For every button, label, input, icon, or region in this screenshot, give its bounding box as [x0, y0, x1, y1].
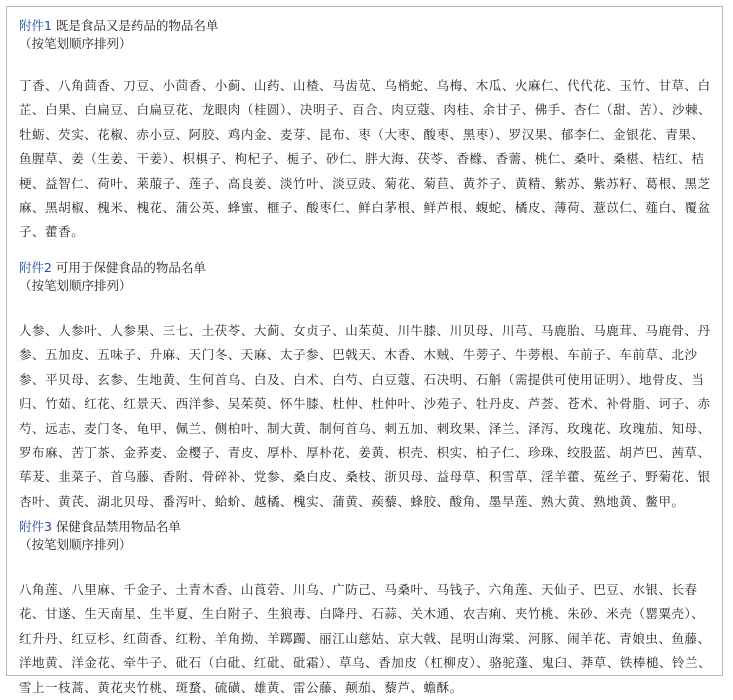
- annex-1-title: [19, 17, 715, 35]
- annex-3-order-note: （按笔划顺序排列）: [19, 537, 132, 552]
- annex-3-title-text: 保健食品禁用物品名单: [51, 519, 181, 534]
- annex-3-section: [19, 518, 715, 700]
- annex-3-title: [19, 518, 715, 536]
- document-frame: [6, 6, 723, 695]
- annex-3-tag: 附件3: [19, 519, 52, 534]
- annex-2-title: [19, 259, 715, 277]
- annex-1-order-note: （按笔划顺序排列）: [19, 36, 132, 51]
- annex-2-title-text: 可用于保健食品的物品名单: [51, 260, 206, 275]
- annex-2-section: [19, 259, 715, 514]
- annex-3-list: 八角莲、八里麻、千金子、土青木香、山莨菪、川乌、广防己、马桑叶、马钱子、六角莲、天仙子、巴豆、水银、长春花、甘遂、生天南星、生半夏、生白附子、生狼毒、白降丹、石蒜、关木通、农吉痢、夹竹桃、朱砂、米壳（罂粟壳）、红升丹、红豆杉、红茴香、红粉、羊角拗、羊踯躅、丽江山慈姑、京大戟、昆明山海棠、河豚、闹羊花、青娘虫、鱼藤、洋地黄、洋金花、牵牛子、砒石（白砒、红砒、砒霜）、草乌、香加皮（杠柳皮）、骆驼蓬、鬼臼、莽草、铁棒槌、铃兰、雪上一枝蒿、黄花夹竹桃、斑蝥、硫磺、雄黄、雷公藤、颠茄、藜芦、蟾酥。: [19, 582, 712, 695]
- annex-1-list: 丁香、八角茴香、刀豆、小茴香、小蓟、山药、山楂、马齿苋、乌梢蛇、乌梅、木瓜、火麻仁、代代花、玉竹、甘草、白芷、白果、白扁豆、白扁豆花、龙眼肉（桂圆）、决明子、百合、肉豆蔻、肉桂、余甘子、佛手、杏仁（甜、苦）、沙棘、牡蛎、芡实、花椒、赤小豆、阿胶、鸡内金、麦芽、昆布、枣（大枣、酸枣、黑枣）、罗汉果、郁李仁、金银花、青果、鱼腥草、姜（生姜、干姜）、枳椇子、枸杞子、栀子、砂仁、胖大海、茯苓、香橼、香薷、桃仁、桑叶、桑椹、桔红、桔梗、益智仁、荷叶、莱菔子、莲子、高良姜、淡竹叶、淡豆豉、菊花、菊苣、黄芥子、黄精、紫苏、紫苏籽、葛根、黑芝麻、黑胡椒、槐米、槐花、蒲公英、蜂蜜、榧子、酸枣仁、鲜白茅根、鲜芦根、蝮蛇、橘皮、薄荷、薏苡仁、薤白、覆盆子、藿香。: [19, 78, 712, 240]
- annex-2-tag: 附件2: [19, 260, 52, 275]
- annex-1-title-text: 既是食品又是药品的物品名单: [51, 18, 219, 33]
- annex-2-list: 人参、人参叶、人参果、三七、土茯苓、大蓟、女贞子、山茱萸、川牛膝、川贝母、川芎、马鹿胎、马鹿茸、马鹿骨、丹参、五加皮、五味子、升麻、天门冬、天麻、太子参、巴戟天、木香、木贼、牛蒡子、牛蒡根、车前子、车前草、北沙参、平贝母、玄参、生地黄、生何首乌、白及、白术、白芍、白豆蔻、石决明、石斛（需提供可使用证明）、地骨皮、当归、竹茹、红花、红景天、西洋参、吴茱萸、怀牛膝、杜仲、杜仲叶、沙苑子、牡丹皮、芦荟、苍术、补骨脂、诃子、赤芍、远志、麦门冬、龟甲、佩兰、侧柏叶、制大黄、制何首乌、刺五加、刺玫果、泽兰、泽泻、玫瑰花、玫瑰茄、知母、罗布麻、苦丁茶、金荞麦、金樱子、青皮、厚朴、厚朴花、姜黄、枳壳、枳实、柏子仁、珍珠、绞股蓝、胡芦巴、茜草、荜茇、韭菜子、首乌藤、香附、骨碎补、党参、桑白皮、桑枝、浙贝母、益母草、积雪草、淫羊藿、菟丝子、野菊花、银杏叶、黄芪、湖北贝母、番泻叶、蛤蚧、越橘、槐实、蒲黄、蒺藜、蜂胶、酸角、墨旱莲、熟大黄、熟地黄、鳖甲。: [19, 323, 711, 509]
- annex-1-section: [19, 17, 715, 245]
- annex-2-order-note: （按笔划顺序排列）: [19, 278, 132, 293]
- annex-1-tag: 附件1: [19, 18, 52, 33]
